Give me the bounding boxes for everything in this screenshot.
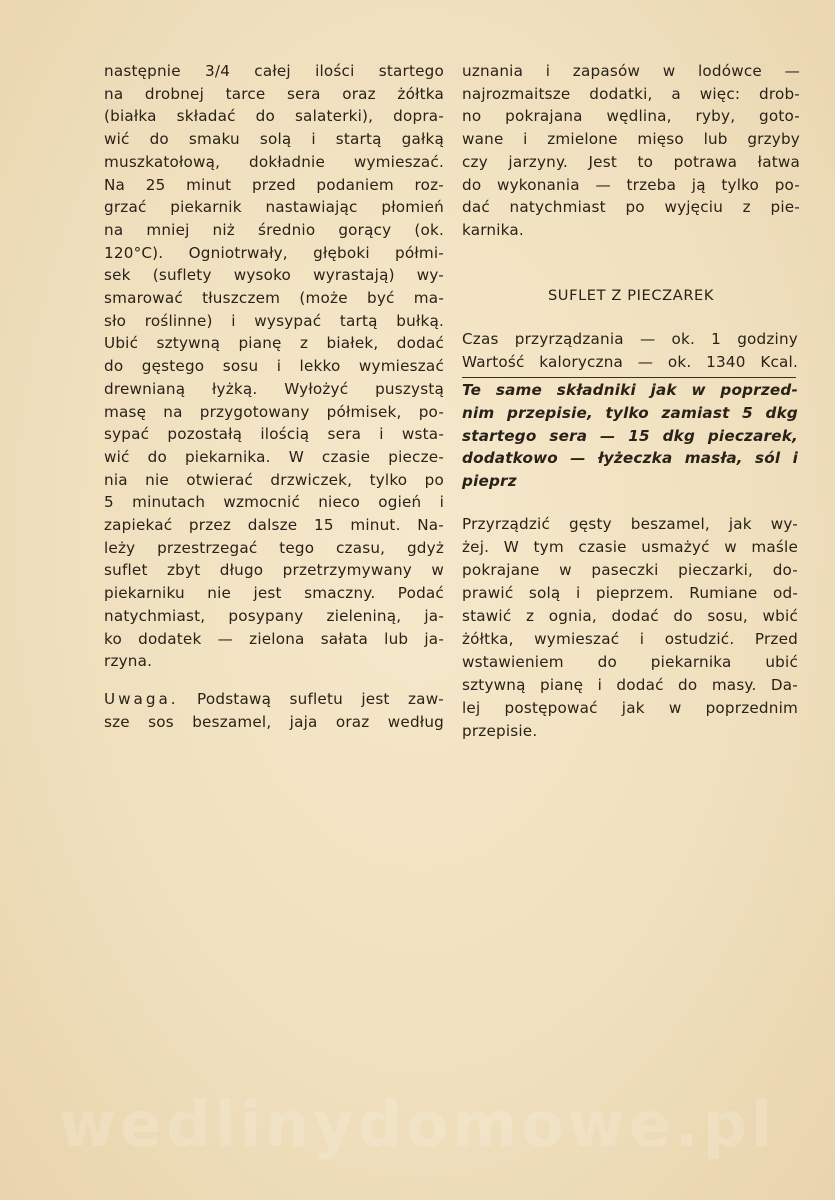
recipe-title: SUFLET Z PIECZAREK [547,287,715,304]
ingredients-block [462,379,798,493]
ingredients-line: nim przepisie, tylko zamiast 5 dkg [462,403,798,422]
text-line: na drobnej tarce sera oraz żółtka [104,84,444,103]
text-line: smarować tłuszczem (może być ma- [104,289,444,308]
method-line: pokrajane w paseczki pieczarki, do- [462,561,798,579]
text-line: leży przestrzegać tego czasu, gdyż [104,538,444,557]
ingredients-line: startego sera — 15 dkg pieczarek, [462,426,798,445]
text-line: czy jarzyny. Jest to potrawa łatwa [462,152,800,171]
ingredients-line: dodatkowo — łyżeczka masła, sól i [462,449,798,468]
method-block [462,513,798,743]
text-line: wić do smaku solą i startą gałką [104,130,444,149]
text-line: do gęstego sosu i lekko wymieszać [104,357,444,376]
text-line: dać natychmiast po wyjęciu z pie- [462,198,800,217]
right-column [462,60,800,242]
method-line: przepisie. [462,722,538,740]
note-line: sze sos beszamel, jaja oraz według [104,712,444,731]
text-line: nia nie otwierać drzwiczek, tylko po [104,470,444,489]
note-label: Uwaga. [104,689,179,708]
text-line: rzyna. [104,652,153,671]
text-line: 5 minutach wzmocnić nieco ogień i [104,493,444,512]
note-text: Podstawą sufletu jest zaw- [178,689,444,708]
ingredients-line: Te same składniki jak w poprzed- [462,381,798,399]
method-line: lej postępować jak w poprzednim [462,699,798,717]
method-line: żej. W tym czasie usmażyć w maśle [462,538,798,556]
text-line: muszkatołową, dokładnie wymieszać. [104,152,444,171]
note-line [104,688,444,711]
calories: Wartość kaloryczna — ok. 1340 Kcal. [462,353,798,371]
text-line: ko dodatek — zielona sałata lub ja- [104,629,444,648]
text-line: następnie 3/4 całej ilości startego [104,62,444,80]
text-line: sek (suflety wysoko wyrastają) wy- [104,266,444,285]
text-line: sło roślinne) i wysypać tartą bułką. [104,311,444,330]
recipe-meta [462,328,798,374]
method-line: prawić solą i pieprzem. Rumiane od- [462,584,798,602]
method-line: sztywną pianę i dodać do masy. Da- [462,676,798,694]
text-line: uznania i zapasów w lodówce — [462,62,800,80]
paragraph-gap [104,673,444,688]
text-line: sypać pozostałą ilością sera i wsta- [104,425,444,444]
text-line: wić do piekarnika. W czasie piecze- [104,447,444,466]
text-line: grzać piekarnik nastawiając płomień [104,198,444,217]
text-line: Na 25 minut przed podaniem roz- [104,175,444,194]
method-line: wstawieniem do piekarnika ubić [462,653,798,671]
text-line: karnika. [462,220,524,239]
text-line: na mniej niż średnio gorący (ok. [104,220,444,239]
text-line: masę na przygotowany półmisek, po- [104,402,444,421]
text-line: do wykonania — trzeba ją tylko po- [462,175,800,194]
text-line: drewnianą łyżką. Wyłożyć puszystą [104,379,444,398]
text-line: suflet zbyt długo przetrzymywany w [104,561,444,580]
text-line: wane i zmielone mięso lub grzyby [462,130,800,149]
text-line: piekarniku nie jest smaczny. Podać [104,584,444,603]
method-line: Przyrządzić gęsty beszamel, jak wy- [462,515,798,533]
prep-time: Czas przyrządzania — ok. 1 godziny [462,330,798,348]
text-line: no pokrajana wędlina, ryby, goto- [462,107,800,126]
text-line: najrozmaitsze dodatki, a więc: drob- [462,84,800,103]
text-line: Ubić sztywną pianę z białek, dodać [104,334,444,353]
ingredients-line: pieprz [462,472,517,491]
text-line: zapiekać przez dalsze 15 minut. Na- [104,516,444,535]
text-line: 120°C). Ogniotrwały, głęboki półmi- [104,243,444,262]
divider-rule [462,377,796,378]
method-line: żółtka, wymieszać i ostudzić. Przed [462,630,798,648]
text-line: natychmiast, posypany zieleniną, ja- [104,606,444,625]
text-line: (białka składać do salaterki), dopra- [104,107,444,126]
watermark: wedlinydomowe.pl [58,1088,777,1161]
left-column [104,60,444,733]
method-line: stawić z ognia, dodać do sosu, wbić [462,607,798,625]
